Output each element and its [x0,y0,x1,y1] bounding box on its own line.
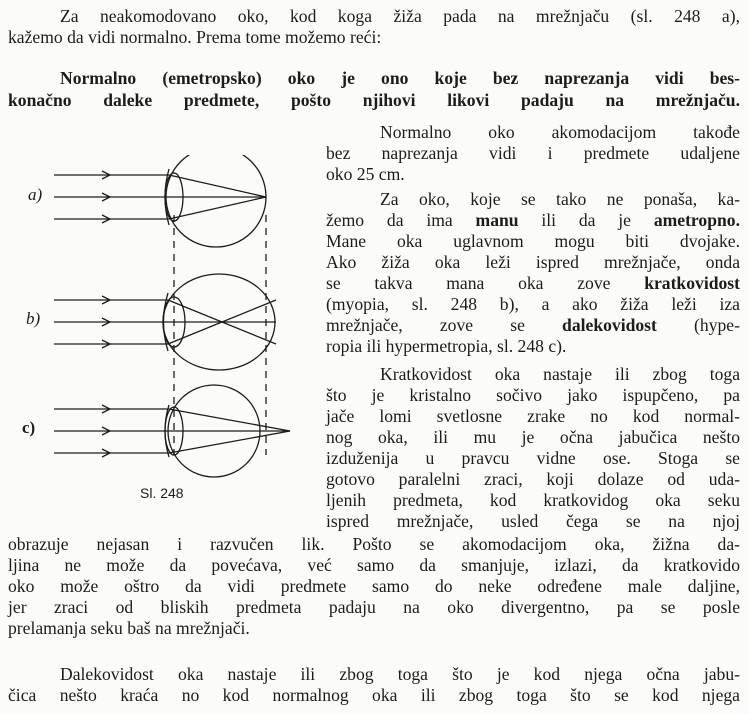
p2-text: (hype- [656,315,740,335]
intro-line-2: kažemo da vidi normalno. Prema tome možemo reći: [8,27,382,47]
p2-text: mrežnjače, zove se [326,315,563,335]
p1-line-1: Normalno oko akomodacijom takođe [380,122,740,142]
lp-line-1: Dalekovidost oka nastaje ili zbog toga što je kod njega očna jabu- [60,664,740,684]
ray-c-5 [169,431,290,453]
eye-b-myopia [54,274,276,370]
p1-line-3: oko 25 cm. [326,164,405,184]
fw-line-4: jer zraci od bliskih predmeta padaju na oko divergentno, pa se posle [8,597,740,617]
p3-line-7: ljenih predmeta, kod kratkovidog oka seku [326,490,740,510]
p1-line-2: bez naprezanja vidi i predmete udaljene [326,143,740,163]
figure-caption: Sl. 248 [140,485,184,501]
p3-line-8: ispred mrežnjače, usled čega se na njoj [326,511,740,531]
term-kratkovidost: kratkovidost [644,273,740,293]
rule-line-1: Normalno (emetropsko) oko je ono koje bez naprezanja vidi bes- [60,68,740,88]
p2-text: se takva mana oka zove [326,273,645,293]
p2-text: žemo da ima [326,210,476,230]
p2-line-8: ropia ili hypermetropia, sl. 248 c). [326,336,567,356]
term-ametropno: ametropno. [653,210,740,230]
lp-line-2: čica nešto kraća no kod normalnog oka ili zbog toga što se kod njega [8,685,740,705]
fw-line-3: oko može oštro da vidi predmete samo do neke određene male daljine, [8,576,740,596]
p3-line-3: jače lomi svetlosne zrake no kod normal- [326,406,740,426]
p2-line-7 [326,315,740,336]
p2-line-2 [326,210,740,231]
p2-line-1: Za oko, koje se tako ne ponaša, ka- [380,189,740,209]
eye-figure [14,155,326,510]
p2-line-6: (myopia, sl. 248 b), a ako žiža leži iza [326,294,740,314]
term-manu: manu [475,210,519,230]
fw-line-2: ljina ne može da povećava, već samo da smanjuje, izlazi, da kratkovido [8,555,740,575]
label-b: b) [26,309,41,328]
term-dalekovidost: dalekovidost [562,315,657,335]
eye-a-normal [54,155,266,247]
p3-line-1: Kratkovidost oka nastaje ili zbog toga [380,364,740,384]
rule-line-2: konačno daleke predmete, pošto njihovi likovi padaju na mrežnjaču. [8,90,740,110]
ray-c-4 [169,409,290,431]
p3-line-2: što je kristalno sočivo jako ispupčeno, pa [326,385,740,405]
p2-line-3: Mane oka uglavnom mogu biti dvojake. [326,231,740,251]
p3-line-5: izduženija u pravcu vidne ose. Stoga se [326,448,740,468]
p2-text: ili da je [518,210,654,230]
p2-line-4: Ako žiža oka leži ispred mrežnjače, onda [326,252,740,272]
fw-line-1: obrazuje nejasan i razvučen lik. Pošto se akomodacijom oka, žižna da- [8,534,740,554]
p3-line-4: nog oka, ili mu je očna jabučica nešto [326,427,740,447]
label-c: c) [22,418,36,437]
eye-c-hyperopia [54,385,290,477]
label-a: a) [28,185,43,204]
p3-line-6: gotovo paralelni zraci, koji dolaze od uda- [326,469,740,489]
p2-line-5 [326,273,740,294]
eye-diagrams-svg [14,155,326,510]
intro-line-1: Za neakomodovano oko, kod koga žiža pada na mrežnjaču (sl. 248 a), [60,6,740,26]
fw-line-5: prelamanja seku baš na mrežnjači. [8,618,250,638]
